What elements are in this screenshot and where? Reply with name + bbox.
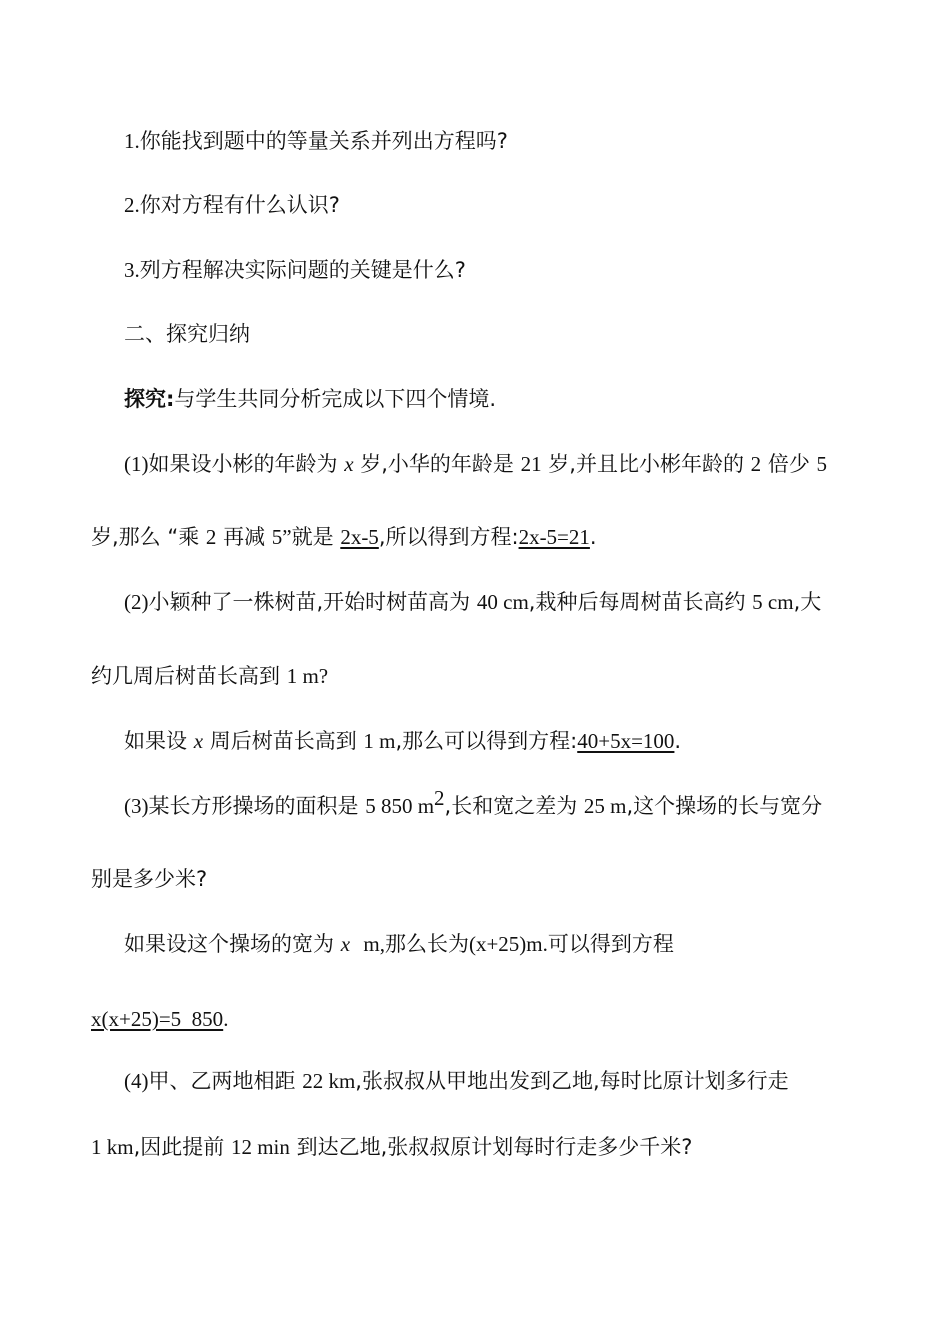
scenario-4-line-2: 1 km,因此提前 12 min 到达乙地,张叔叔原计划每时行走多少千米?: [91, 1135, 693, 1159]
explore-label: 探究:: [124, 387, 175, 411]
answer-blank-3: 40+5x=100: [577, 729, 675, 753]
scenario-3-line-2: 别是多少米?: [91, 867, 208, 891]
answer-blank-2: 2x-5=21: [518, 525, 590, 549]
answer-blank-4: x(x+25)=5 850: [91, 1007, 224, 1031]
scenario-4-line-1: (4)甲、乙两地相距 22 km,张叔叔从甲地出发到乙地,每时比原计划多行走: [124, 1069, 789, 1093]
scenario-2-line-2: 约几周后树苗长高到 1 m?: [91, 664, 329, 688]
question-1: 1.你能找到题中的等量关系并列出方程吗?: [124, 129, 508, 153]
explore-line: 探究:与学生共同分析完成以下四个情境.: [124, 387, 497, 411]
section-title: 二、探究归纳: [124, 322, 250, 346]
scenario-2-line-3: 如果设 x 周后树苗长高到 1 m,那么可以得到方程:40+5x=100.: [124, 729, 682, 753]
question-2: 2.你对方程有什么认识?: [124, 193, 340, 217]
scenario-1-line-1: (1)如果设小彬的年龄为 x 岁,小华的年龄是 21 岁,并且比小彬年龄的 2 倍少 5: [124, 452, 828, 476]
answer-blank-1: 2x-5: [340, 525, 379, 549]
scenario-2-line-1: (2)小颖种了一株树苗,开始时树苗高为 40 cm,栽种后每周树苗长高约 5 cm,大: [124, 590, 822, 614]
scenario-3-line-4: x(x+25)=5 850.: [91, 1007, 229, 1031]
question-3: 3.列方程解决实际问题的关键是什么?: [124, 258, 466, 282]
scenario-1-line-2: 岁,那么 “乘 2 再减 5”就是 2x-5,所以得到方程:2x-5=21.: [91, 525, 597, 549]
scenario-3-line-1: (3)某长方形操场的面积是 5 850 $m^2$,长和宽之差为 25 m,这个操场的长与宽分: [124, 786, 823, 818]
scenario-3-line-3: 如果设这个操场的宽为 x m,那么长为(x+25)m.可以得到方程: [124, 932, 674, 956]
